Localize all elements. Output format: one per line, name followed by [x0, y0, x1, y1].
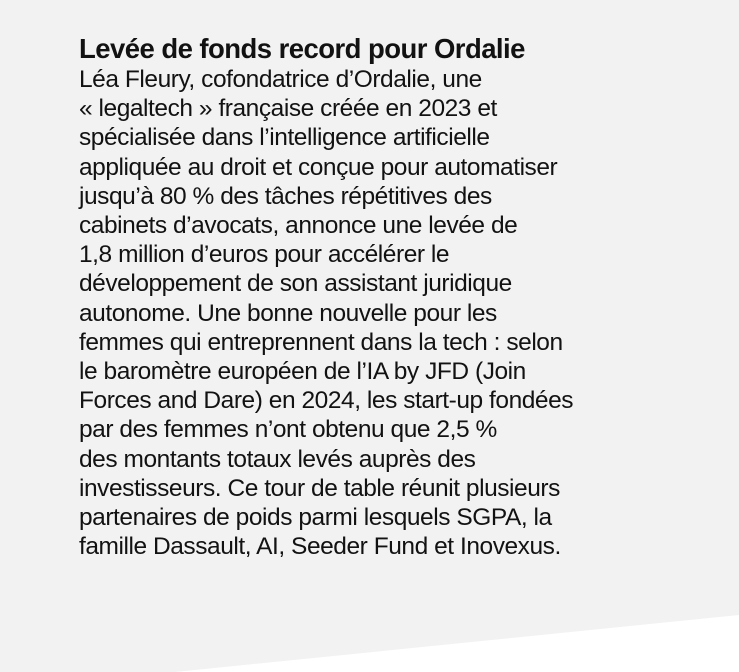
article-headline: Levée de fonds record pour Ordalie [79, 33, 525, 64]
article-line: par des femmes n’ont obtenu que 2,5 % [79, 416, 497, 444]
article-line: jusqu’à 80 % des tâches répétitives des [79, 182, 492, 210]
article-line: cabinets d’avocats, annonce une levée de [79, 212, 518, 240]
article-line: développement de son assistant juridique [79, 270, 512, 298]
article-line: le baromètre européen de l’IA by JFD (Join [79, 358, 526, 386]
article-line: spécialisée dans l’intelligence artificielle [79, 124, 490, 152]
article-line: investisseurs. Ce tour de table réunit plusieurs [79, 474, 560, 502]
corner-panel-shape [175, 615, 739, 672]
article-line: appliquée au droit et conçue pour automatiser [79, 153, 558, 181]
article-line: des montants totaux levés auprès des [79, 445, 476, 473]
article-line: 1,8 million d’euros pour accélérer le [79, 241, 450, 269]
article-line: « legaltech » française créée en 2023 et [79, 95, 497, 123]
article [79, 32, 729, 561]
article-line: famille Dassault, AI, Seeder Fund et Inovexus. [79, 533, 561, 561]
article-body [79, 65, 729, 561]
article-line: Léa Fleury, cofondatrice d’Ordalie, une [79, 66, 482, 93]
article-line: femmes qui entreprennent dans la tech : selon [79, 328, 563, 356]
article-line: autonome. Une bonne nouvelle pour les [79, 299, 497, 327]
article-line: Forces and Dare) en 2024, les start-up fondées [79, 387, 574, 415]
article-line: partenaires de poids parmi lesquels SGPA, la [79, 504, 552, 532]
